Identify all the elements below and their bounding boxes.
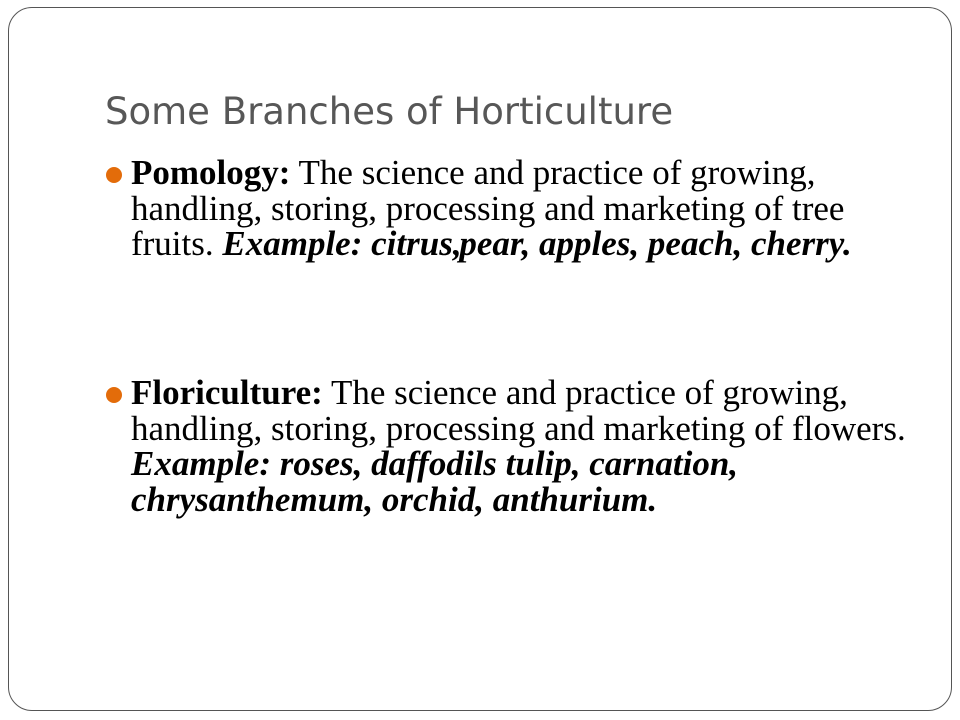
bullet-term: Floriculture:	[131, 373, 323, 412]
bullet-example-start: Example: citrus,	[222, 224, 462, 263]
bullet-dot-icon	[106, 387, 122, 403]
bullet-example-end: pear, apples, peach, cherry.	[459, 224, 852, 263]
bullet-definition: The science and practice of growing, handling, storing, processing and marketing of flowers.	[131, 373, 906, 448]
bullet-text	[131, 375, 906, 517]
bullet-example-start: Example: roses,	[131, 444, 363, 483]
bullet-term: Pomology:	[131, 153, 291, 192]
slide-title: Some Branches of Horticulture	[105, 90, 674, 133]
bullet-example-end: daffodils tulip, carnation, chrysanthemum, orchid, anthurium.	[131, 444, 739, 519]
bullet-text	[131, 155, 906, 262]
bullet-definition: The science and practice of growing, handling, storing, processing and marketing of tree fruits.	[131, 153, 845, 263]
bullet-dot-icon	[106, 167, 122, 183]
